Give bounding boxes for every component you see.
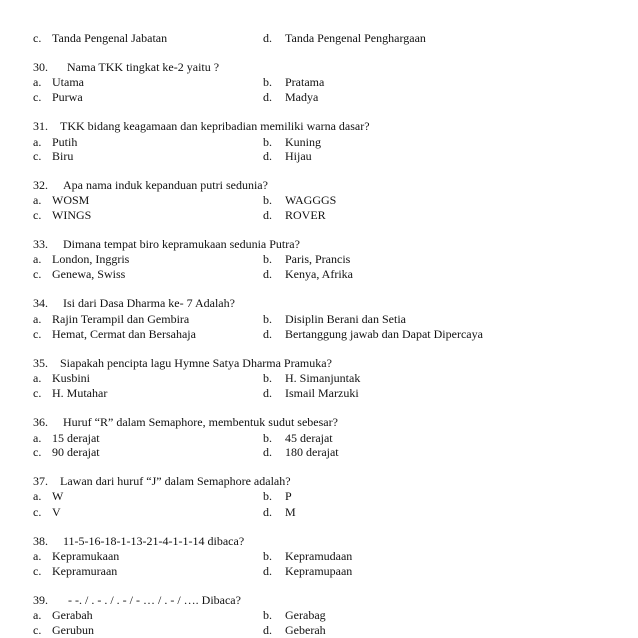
option-label-d: d. bbox=[263, 31, 272, 45]
option-label-b: b. bbox=[263, 135, 272, 149]
option-b-text: Disiplin Berani dan Setia bbox=[285, 312, 406, 326]
option-label-d: d. bbox=[263, 564, 272, 578]
option-label-c: c. bbox=[33, 327, 42, 341]
question-number: 38. bbox=[33, 534, 48, 548]
option-a-text: Gerabah bbox=[52, 608, 93, 622]
option-c-text: Hemat, Cermat dan Bersahaja bbox=[52, 327, 196, 341]
option-a-text: Putih bbox=[52, 135, 78, 149]
option-a-text: London, Inggris bbox=[52, 252, 130, 266]
question-text: Apa nama induk kepanduan putri sedunia? bbox=[63, 178, 268, 192]
option-b-text: Kuning bbox=[285, 135, 321, 149]
option-b-text: Pratama bbox=[285, 75, 325, 89]
question-number: 30. bbox=[33, 60, 48, 74]
option-label-b: b. bbox=[263, 371, 272, 385]
option-c-text: Kepramuraan bbox=[52, 564, 118, 578]
option-d-text: Kenya, Afrika bbox=[285, 267, 353, 281]
question-text: - -. / . - . / . - / - … / . - / …. Dibaca? bbox=[68, 593, 241, 607]
option-label-d: d. bbox=[263, 90, 272, 104]
question-text: Siapakah pencipta lagu Hymne Satya Dharma Pramuka? bbox=[60, 356, 332, 370]
question-number: 31. bbox=[33, 119, 48, 133]
option-label-a: a. bbox=[33, 489, 42, 503]
option-label-c: c. bbox=[33, 445, 42, 459]
option-a-text: WOSM bbox=[52, 193, 90, 207]
option-label-c: c. bbox=[33, 31, 42, 45]
option-b-text: Paris, Prancis bbox=[285, 252, 351, 266]
option-label-a: a. bbox=[33, 75, 42, 89]
option-label-b: b. bbox=[263, 312, 272, 326]
option-b-text: Gerabag bbox=[285, 608, 326, 622]
question-text: Isi dari Dasa Dharma ke- 7 Adalah? bbox=[63, 296, 235, 310]
question-number: 37. bbox=[33, 474, 48, 488]
option-c-text: Tanda Pengenal Jabatan bbox=[52, 31, 168, 45]
option-label-d: d. bbox=[263, 208, 272, 222]
option-label-c: c. bbox=[33, 623, 42, 637]
option-b-text: WAGGGS bbox=[285, 193, 337, 207]
option-c-text: V bbox=[52, 505, 61, 519]
question-number: 39. bbox=[33, 593, 48, 607]
option-c-text: Biru bbox=[52, 149, 74, 163]
option-b-text: 45 derajat bbox=[285, 431, 333, 445]
option-label-d: d. bbox=[263, 327, 272, 341]
option-label-b: b. bbox=[263, 608, 272, 622]
option-c-text: Genewa, Swiss bbox=[52, 267, 126, 281]
option-d-text: Hijau bbox=[285, 149, 312, 163]
option-label-d: d. bbox=[263, 445, 272, 459]
option-label-a: a. bbox=[33, 312, 42, 326]
question-text: Nama TKK tingkat ke-2 yaitu ? bbox=[67, 60, 220, 74]
option-d-text: ROVER bbox=[285, 208, 326, 222]
option-label-d: d. bbox=[263, 505, 272, 519]
option-label-c: c. bbox=[33, 386, 42, 400]
question-number: 35. bbox=[33, 356, 48, 370]
question-number: 33. bbox=[33, 237, 48, 251]
option-label-a: a. bbox=[33, 193, 42, 207]
option-b-text: Kepramudaan bbox=[285, 549, 353, 563]
question-number: 36. bbox=[33, 415, 48, 429]
question-text: 11-5-16-18-1-13-21-4-1-1-14 dibaca? bbox=[63, 534, 245, 548]
option-d-text: M bbox=[285, 505, 296, 519]
option-b-text: P bbox=[285, 489, 292, 503]
option-label-b: b. bbox=[263, 75, 272, 89]
option-label-b: b. bbox=[263, 252, 272, 266]
option-label-b: b. bbox=[263, 431, 272, 445]
option-a-text: Utama bbox=[52, 75, 84, 89]
option-c-text: Gerubun bbox=[52, 623, 94, 637]
option-d-text: Kepramupaan bbox=[285, 564, 353, 578]
option-label-b: b. bbox=[263, 489, 272, 503]
option-c-text: 90 derajat bbox=[52, 445, 100, 459]
option-a-text: Rajin Terampil dan Gembira bbox=[52, 312, 190, 326]
option-d-text: Madya bbox=[285, 90, 319, 104]
option-label-a: a. bbox=[33, 431, 42, 445]
option-label-d: d. bbox=[263, 386, 272, 400]
option-label-a: a. bbox=[33, 252, 42, 266]
option-label-b: b. bbox=[263, 549, 272, 563]
option-c-text: Purwa bbox=[52, 90, 83, 104]
option-c-text: WINGS bbox=[52, 208, 92, 222]
option-a-text: 15 derajat bbox=[52, 431, 100, 445]
question-text: Dimana tempat biro kepramukaan sedunia Putra? bbox=[63, 237, 300, 251]
option-b-text: H. Simanjuntak bbox=[285, 371, 361, 385]
option-d-text: Ismail Marzuki bbox=[285, 386, 359, 400]
question-number: 32. bbox=[33, 178, 48, 192]
option-d-text: Tanda Pengenal Penghargaan bbox=[285, 31, 426, 45]
option-a-text: W bbox=[52, 489, 64, 503]
question-number: 34. bbox=[33, 296, 48, 310]
option-c-text: H. Mutahar bbox=[52, 386, 108, 400]
question-text: TKK bidang keagamaan dan kepribadian memiliki warna dasar? bbox=[60, 119, 370, 133]
option-label-d: d. bbox=[263, 623, 272, 637]
option-d-text: 180 derajat bbox=[285, 445, 339, 459]
option-label-a: a. bbox=[33, 135, 42, 149]
option-label-b: b. bbox=[263, 193, 272, 207]
option-label-c: c. bbox=[33, 208, 42, 222]
option-label-c: c. bbox=[33, 564, 42, 578]
option-label-c: c. bbox=[33, 267, 42, 281]
question-text: Huruf “R” dalam Semaphore, membentuk sudut sebesar? bbox=[63, 415, 338, 429]
option-label-c: c. bbox=[33, 505, 42, 519]
option-label-a: a. bbox=[33, 549, 42, 563]
option-d-text: Geberah bbox=[285, 623, 326, 637]
option-label-a: a. bbox=[33, 608, 42, 622]
option-label-c: c. bbox=[33, 149, 42, 163]
option-label-d: d. bbox=[263, 149, 272, 163]
option-a-text: Kepramukaan bbox=[52, 549, 120, 563]
option-a-text: Kusbini bbox=[52, 371, 91, 385]
question-text: Lawan dari huruf “J” dalam Semaphore adalah? bbox=[60, 474, 291, 488]
option-label-a: a. bbox=[33, 371, 42, 385]
option-d-text: Bertanggung jawab dan Dapat Dipercaya bbox=[285, 327, 483, 341]
option-label-d: d. bbox=[263, 267, 272, 281]
option-label-c: c. bbox=[33, 90, 42, 104]
